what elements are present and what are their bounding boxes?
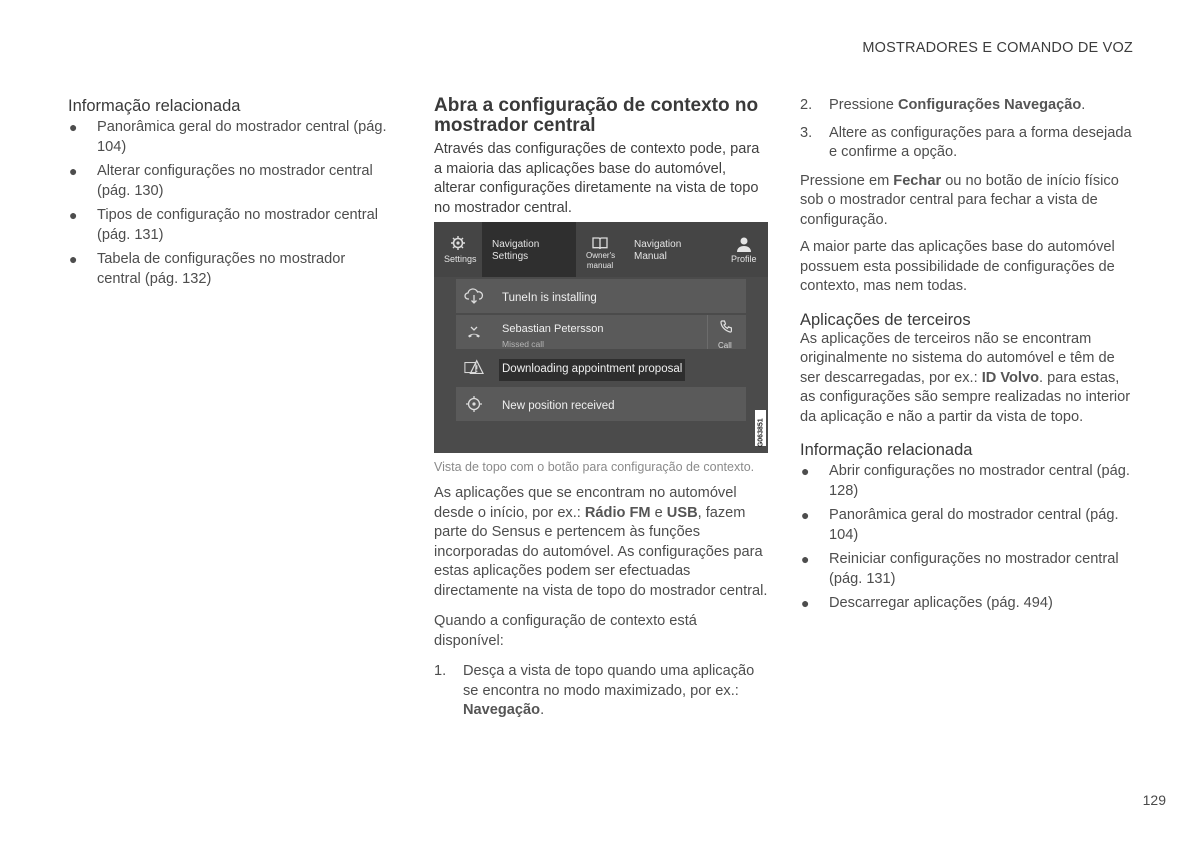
paragraph-apps — [434, 484, 768, 601]
related-info-list — [800, 462, 1135, 614]
nav-settings-line2: Settings — [492, 251, 529, 262]
notification-text: Downloading appointment proposal — [499, 359, 685, 381]
notification-tunein[interactable] — [456, 279, 746, 313]
call-label: Call — [718, 341, 732, 350]
step-number: 2. — [800, 97, 813, 113]
text-span: Pressione em — [800, 172, 894, 189]
phone-icon — [720, 320, 732, 333]
list-item[interactable] — [68, 250, 393, 289]
steps-list-continued — [800, 96, 1135, 163]
text-span: . para estas, as configurações são sempre realizadas no interior da aplicação e não a partir da vista de topo. — [800, 369, 1131, 425]
related-info-list — [68, 118, 393, 289]
text-span: As aplicações que se encontram no automóvel desde o início, por ex.: — [434, 485, 737, 521]
text-span: , fazem parte do Sensus e pertencem às funções incorporadas do automóvel. As configurações para estas aplicações podem ser efectuadas directamente na vista de topo do mostrador central. — [434, 504, 768, 599]
text-span: USB — [666, 504, 698, 521]
text-span: Desça a vista de topo quando uma aplicação se encontra no modo maximizado, por ex.: — [463, 663, 755, 699]
caller-name: Sebastian Petersson — [502, 323, 604, 335]
link-text[interactable]: Tabela de configurações no mostrador central (pág. 132) — [97, 251, 346, 287]
owners-manual-label — [586, 251, 614, 271]
notification-position[interactable] — [456, 387, 746, 421]
list-item[interactable] — [68, 118, 393, 157]
list-item[interactable] — [800, 594, 1135, 614]
book-icon — [592, 237, 608, 250]
link-text[interactable]: Tipos de configuração no mostrador central (pág. 131) — [97, 207, 378, 243]
notification-missed-call[interactable] — [456, 315, 746, 349]
text-span: ID Volvo — [981, 369, 1040, 386]
top-view-screenshot — [434, 222, 768, 453]
related-info-heading: Informação relacionada — [800, 441, 973, 459]
list-item[interactable] — [68, 162, 393, 201]
figure-caption: Vista de topo com o botão para configuração de contexto. — [434, 460, 755, 474]
bullet-icon: ● — [69, 119, 78, 135]
navigation-manual-button[interactable] — [624, 222, 716, 277]
text-span: e — [650, 504, 667, 521]
bullet-icon: ● — [801, 463, 810, 479]
related-info-heading: Informação relacionada — [68, 97, 241, 115]
step-item — [800, 96, 1135, 116]
compass-icon — [464, 395, 484, 413]
running-header: MOSTRADORES E COMANDO DE VOZ — [862, 40, 1133, 56]
link-text[interactable]: Panorâmica geral do mostrador central (pág. 104) — [97, 119, 387, 155]
column-right — [800, 96, 1135, 619]
step-number: 1. — [434, 663, 447, 679]
page-number: 129 — [1142, 792, 1166, 808]
nav-manual-line1: Navigation — [634, 239, 682, 250]
owners-manual-button[interactable] — [578, 222, 622, 277]
text-span: . — [540, 702, 545, 718]
owners-manual-line2: manual — [586, 261, 614, 270]
list-item[interactable] — [800, 462, 1135, 501]
notification-download[interactable] — [456, 351, 746, 385]
link-text[interactable]: Panorâmica geral do mostrador central (pág. 104) — [829, 507, 1119, 543]
bullet-icon: ● — [69, 207, 78, 223]
settings-label: Settings — [444, 254, 477, 264]
link-text[interactable]: Descarregar aplicações (pág. 494) — [829, 595, 1053, 611]
step-item — [434, 662, 768, 721]
link-text[interactable]: Reiniciar configurações no mostrador central (pág. 131) — [829, 551, 1119, 587]
settings-button[interactable] — [434, 222, 482, 277]
nav-manual-line2: Manual — [634, 251, 667, 262]
text-span: . — [1081, 97, 1086, 113]
navigation-settings-button[interactable] — [482, 222, 576, 277]
text-span: Rádio FM — [584, 504, 651, 521]
bullet-icon: ● — [69, 163, 78, 179]
bullet-icon: ● — [801, 595, 810, 611]
profile-button[interactable] — [718, 222, 768, 277]
missed-call-label: Missed call — [502, 339, 545, 349]
top-bar — [434, 222, 768, 277]
call-button[interactable] — [707, 315, 742, 349]
list-item[interactable] — [800, 506, 1135, 545]
text-span: Fechar — [893, 172, 942, 189]
missed-call-icon — [464, 323, 484, 341]
text-span: Navegação — [463, 702, 541, 718]
step-number: 3. — [800, 124, 813, 141]
paragraph-when-available: Quando a configuração de contexto está disponível: — [434, 613, 697, 649]
paragraph-third-party — [800, 330, 1135, 428]
profile-label: Profile — [731, 254, 757, 264]
paragraph-most-apps: A maior parte das aplicações base do automóvel possuem esta possibilidade de configurações de contexto, mas nem todas. — [800, 239, 1115, 294]
image-code-tag — [755, 410, 766, 446]
column-left — [68, 96, 393, 294]
warning-icon — [464, 359, 484, 377]
bullet-icon: ● — [801, 551, 810, 567]
link-text[interactable]: Alterar configurações no mostrador central (pág. 130) — [97, 163, 373, 199]
gear-icon — [450, 235, 466, 251]
text-span: As aplicações de terceiros não se encontram originalmente no sistema do automóvel e têm de ser descarregadas, por ex.: — [800, 330, 1115, 386]
person-icon — [736, 236, 752, 252]
cloud-download-icon — [464, 287, 484, 305]
intro-paragraph: Através das configurações de contexto pode, para a maioria das aplicações base do automóvel, alterar configurações diretamente na vista de topo no mostrador central. — [434, 141, 760, 216]
notification-text: TuneIn is installing — [502, 292, 597, 304]
text-span: Pressione — [829, 97, 898, 113]
steps-list — [434, 662, 768, 721]
image-code: G063851 — [757, 418, 765, 448]
text-span: Altere as configurações para a forma desejada e confirme a opção. — [829, 124, 1132, 160]
text-span: ou no botão de início físico sob o mostrador central para fechar a vista de configuração. — [800, 172, 1119, 228]
text-span: Configurações Navegação — [897, 97, 1082, 113]
step-item — [800, 124, 1135, 163]
link-text[interactable]: Abrir configurações no mostrador central (pág. 128) — [829, 463, 1130, 499]
list-item[interactable] — [68, 206, 393, 245]
notification-text: New position received — [502, 400, 615, 412]
nav-settings-line1: Navigation — [492, 239, 540, 250]
section-title: Abra a configuração de contexto no mostrador central — [434, 95, 759, 136]
third-party-heading: Aplicações de terceiros — [800, 310, 971, 329]
column-middle — [434, 96, 768, 729]
paragraph-close — [800, 172, 1135, 231]
owners-manual-line1: Owner's — [586, 251, 616, 260]
bullet-icon: ● — [69, 251, 78, 267]
list-item[interactable] — [800, 550, 1135, 589]
bullet-icon: ● — [801, 507, 810, 523]
